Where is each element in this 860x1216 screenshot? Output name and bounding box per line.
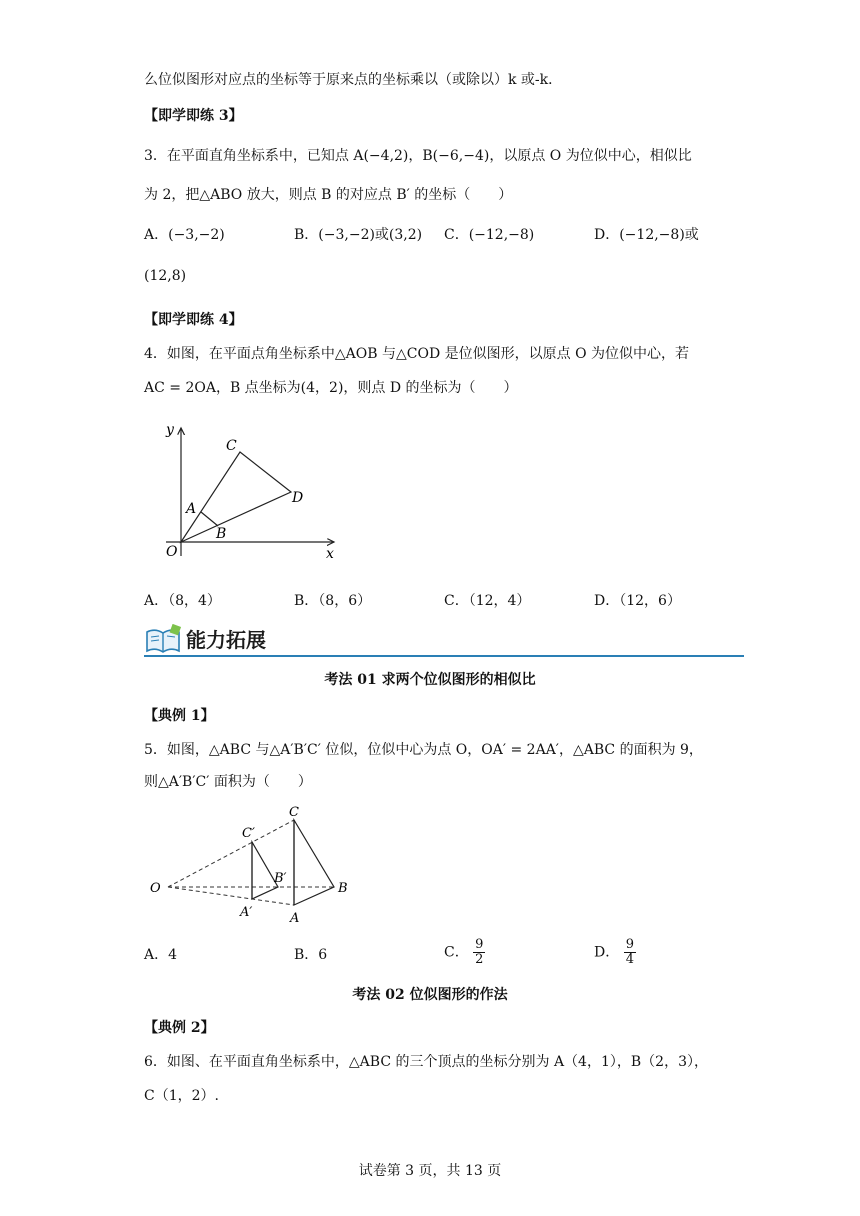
triangle-cod <box>181 452 291 542</box>
label-b: B <box>216 526 227 542</box>
triangle-abc <box>294 820 334 905</box>
practice3-option-c: C．(−12,−8) <box>444 227 535 243</box>
practice3-option-d: D．(−12,−8)或 <box>594 227 699 243</box>
practice3-option-d-cont: (12,8) <box>144 268 187 284</box>
method1-question-line2: 则△A′B′C′ 面积为（ ） <box>144 774 312 790</box>
practice3-tag: 【即学即练 3】 <box>144 108 243 124</box>
option-d-prefix: D． <box>594 944 620 961</box>
method2-question-line1: 6．如图、在平面直角坐标系中，△ABC 的三个顶点的坐标分别为 A（4，1），B（2，3）， <box>144 1054 708 1070</box>
segment-ab <box>201 512 218 526</box>
page-footer: 试卷第 3 页，共 13 页 <box>358 1163 502 1179</box>
label-c1: C′ <box>242 826 255 841</box>
method1-option-d <box>594 938 636 967</box>
intro-line: 么位似图形对应点的坐标等于原来点的坐标乘以（或除以）k 或-k． <box>144 72 563 88</box>
label-x: x <box>326 546 334 562</box>
practice4-option-a: A．（8，4） <box>144 593 221 609</box>
label-c: C <box>226 438 237 454</box>
method2-tag: 【典例 2】 <box>144 1020 215 1036</box>
label-o: O <box>166 544 178 560</box>
label-a: A <box>290 911 300 926</box>
label-a1: A′ <box>240 905 253 920</box>
method2-heading: 考法 02 位似图形的作法 <box>352 987 508 1003</box>
practice3-option-b: B．(−3,−2)或(3,2) <box>294 227 423 243</box>
option-c-fraction: $\frac{9}{2}$ <box>475 937 484 967</box>
label-c: C <box>289 805 299 820</box>
method1-question-line1: 5．如图，△ABC 与△A′B′C′ 位似，位似中心为点 O，OA′ = 2AA′，△ABC 的面积为 9， <box>144 742 703 758</box>
practice3-question-line2: 为 2，把△ABO 放大，则点 B 的对应点 B′ 的坐标（ ） <box>144 187 513 203</box>
method1-option-b: B．6 <box>294 947 328 963</box>
label-y: y <box>166 422 174 438</box>
option-c-prefix: C． <box>444 944 469 961</box>
practice4-question-line1: 4．如图，在平面点角坐标系中△AOB 与△COD 是位似图形，以原点 O 为位似中心，若 <box>144 346 690 362</box>
label-d: D <box>292 490 304 506</box>
label-o: O <box>150 881 161 896</box>
method2-question-line2: C（1，2）. <box>144 1088 219 1104</box>
practice4-question-line2: AC = 2OA，B 点坐标为(4，2)，则点 D 的坐标为（ ） <box>144 380 518 396</box>
practice3-option-a: A．(−3,−2) <box>144 227 225 243</box>
option-d-fraction: $\frac{9}{4}$ <box>625 937 634 967</box>
method1-heading: 考法 01 求两个位似图形的相似比 <box>324 672 536 688</box>
method1-figure <box>146 802 361 927</box>
label-b1: B′ <box>274 871 287 886</box>
book-icon <box>144 624 182 654</box>
method1-tag: 【典例 1】 <box>144 708 215 724</box>
ability-banner <box>144 622 744 658</box>
practice4-figure <box>148 418 348 563</box>
practice4-option-d: D．（12，6） <box>594 593 681 609</box>
banner-title: 能力拓展 <box>186 628 266 652</box>
label-b: B <box>338 881 348 896</box>
practice4-tag: 【即学即练 4】 <box>144 312 243 328</box>
banner-rule <box>144 655 744 657</box>
label-a: A <box>186 501 197 517</box>
method1-option-a: A．4 <box>144 947 178 963</box>
practice4-option-c: C．（12，4） <box>444 593 531 609</box>
method1-option-c <box>444 938 485 967</box>
practice4-option-b: B．（8，6） <box>294 593 372 609</box>
practice3-question-line1: 3．在平面直角坐标系中，已知点 A(−4,2)，B(−6,−4)，以原点 O 为位似中心，相似比 <box>144 148 692 164</box>
